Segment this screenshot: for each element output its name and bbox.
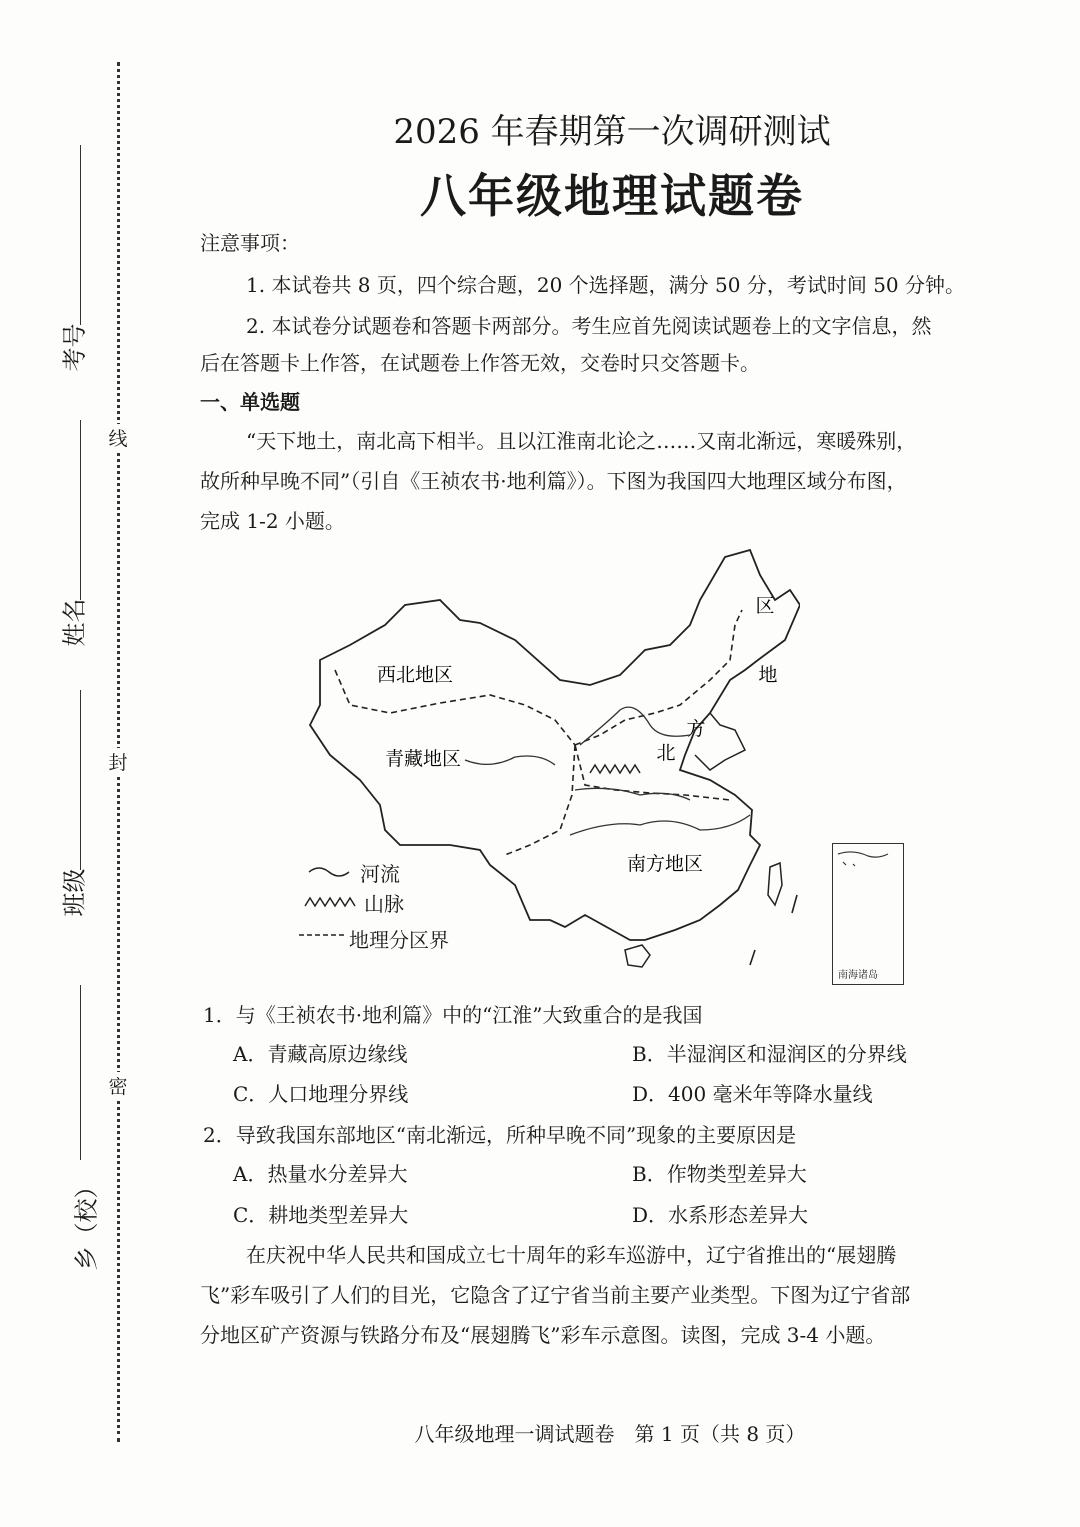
south-china-sea-inset <box>832 843 904 985</box>
passage-2-line-1: 在庆祝中华人民共和国成立七十周年的彩车巡游中，辽宁省推出的“展翅腾 <box>246 1243 897 1267</box>
school-line[interactable] <box>80 985 81 1160</box>
intro-line-1: “天下地土，南北高下相半。且以江淮南北论之……又南北渐远，寒暖殊别， <box>246 429 917 453</box>
label-south: 南方地区 <box>626 853 704 875</box>
label-north-char-3: 方 <box>686 718 706 740</box>
hainan-island <box>625 945 650 967</box>
section-heading: 一、单选题 <box>200 390 300 414</box>
exam-number-label: 考号 <box>60 323 89 372</box>
question-1-option-a[interactable]: A．青藏高原边缘线 <box>233 1042 408 1066</box>
qinling-mountain <box>590 765 640 773</box>
mountain-legend-icon <box>303 892 359 912</box>
question-1-option-b[interactable]: B．半湿润区和湿润区的分界线 <box>632 1042 907 1066</box>
boundary-legend-icon <box>298 930 346 940</box>
inset-coast <box>833 844 903 984</box>
seal-mark-seal: 封 <box>107 748 129 775</box>
rivers <box>465 707 750 835</box>
passage-2-line-3: 分地区矿产资源与铁路分布及“展翅腾飞”彩车示意图。读图，完成 3-4 小题。 <box>200 1323 886 1347</box>
seal-mark-secret: 密 <box>107 1072 129 1099</box>
question-2-option-c[interactable]: C．耕地类型差异大 <box>233 1203 409 1227</box>
label-north-char-1: 区 <box>755 595 775 617</box>
notice-item-2-line-2: 后在答题卡上作答，在试题卷上作答无效，交卷时只交答题卡。 <box>200 351 760 375</box>
page-footer: 八年级地理一调试题卷 第 1 页（共 8 页） <box>414 1422 806 1446</box>
notice-heading: 注意事项： <box>200 231 300 255</box>
intro-line-2: 故所种早晚不同”（引自《王祯农书·地利篇》）。下图为我国四大地理区域分布图， <box>200 469 907 493</box>
exam-title: 八年级地理试题卷 <box>420 169 804 223</box>
exam-subtitle: 2026 年春期第一次调研测试 <box>393 112 831 152</box>
river-legend-icon <box>305 862 355 882</box>
label-northwest: 西北地区 <box>376 664 454 686</box>
legend-mountain-label: 山脉 <box>364 892 404 916</box>
class-line[interactable] <box>80 690 81 870</box>
question-2-option-a[interactable]: A．热量水分差异大 <box>233 1162 408 1186</box>
small-islands <box>750 895 797 965</box>
notice-item-2-line-1: 2. 本试卷分试题卷和答题卡两部分。考生应首先阅读试题卷上的文字信息，然 <box>246 314 932 338</box>
china-regions-map <box>290 545 800 985</box>
intro-line-3: 完成 1-2 小题。 <box>200 509 345 533</box>
label-north-char-4: 北 <box>656 742 676 764</box>
name-label: 姓名 <box>60 598 89 647</box>
legend-boundary-label: 地理分区界 <box>349 928 449 952</box>
question-2-stem: 2．导致我国东部地区“南北渐远，所种早晚不同”现象的主要原因是 <box>203 1123 797 1147</box>
question-1-stem: 1．与《王祯农书·地利篇》中的“江淮”大致重合的是我国 <box>203 1003 703 1027</box>
question-1-option-d[interactable]: D．400 毫米年等降水量线 <box>632 1082 873 1106</box>
school-label: 乡（校） <box>72 1174 101 1271</box>
class-label: 班级 <box>60 868 89 917</box>
label-qingzang: 青藏地区 <box>384 748 462 770</box>
name-line[interactable] <box>80 420 81 600</box>
question-1-option-c[interactable]: C．人口地理分界线 <box>233 1082 409 1106</box>
passage-2-line-2: 飞”彩车吸引了人们的目光，它隐含了辽宁省当前主要产业类型。下图为辽宁省部 <box>200 1283 911 1307</box>
legend-river-label: 河流 <box>360 862 400 886</box>
region-boundaries <box>335 610 742 855</box>
notice-item-1: 1. 本试卷共 8 页，四个综合题，20 个选择题，满分 50 分，考试时间 50 分钟。 <box>246 273 966 297</box>
taiwan-island <box>768 863 782 905</box>
inset-label: 南海诸岛 <box>838 966 878 981</box>
seal-mark-line: 线 <box>107 424 129 451</box>
label-north-char-2: 地 <box>758 664 778 686</box>
question-2-option-b[interactable]: B．作物类型差异大 <box>632 1162 807 1186</box>
question-2-option-d[interactable]: D．水系形态差异大 <box>632 1203 809 1227</box>
